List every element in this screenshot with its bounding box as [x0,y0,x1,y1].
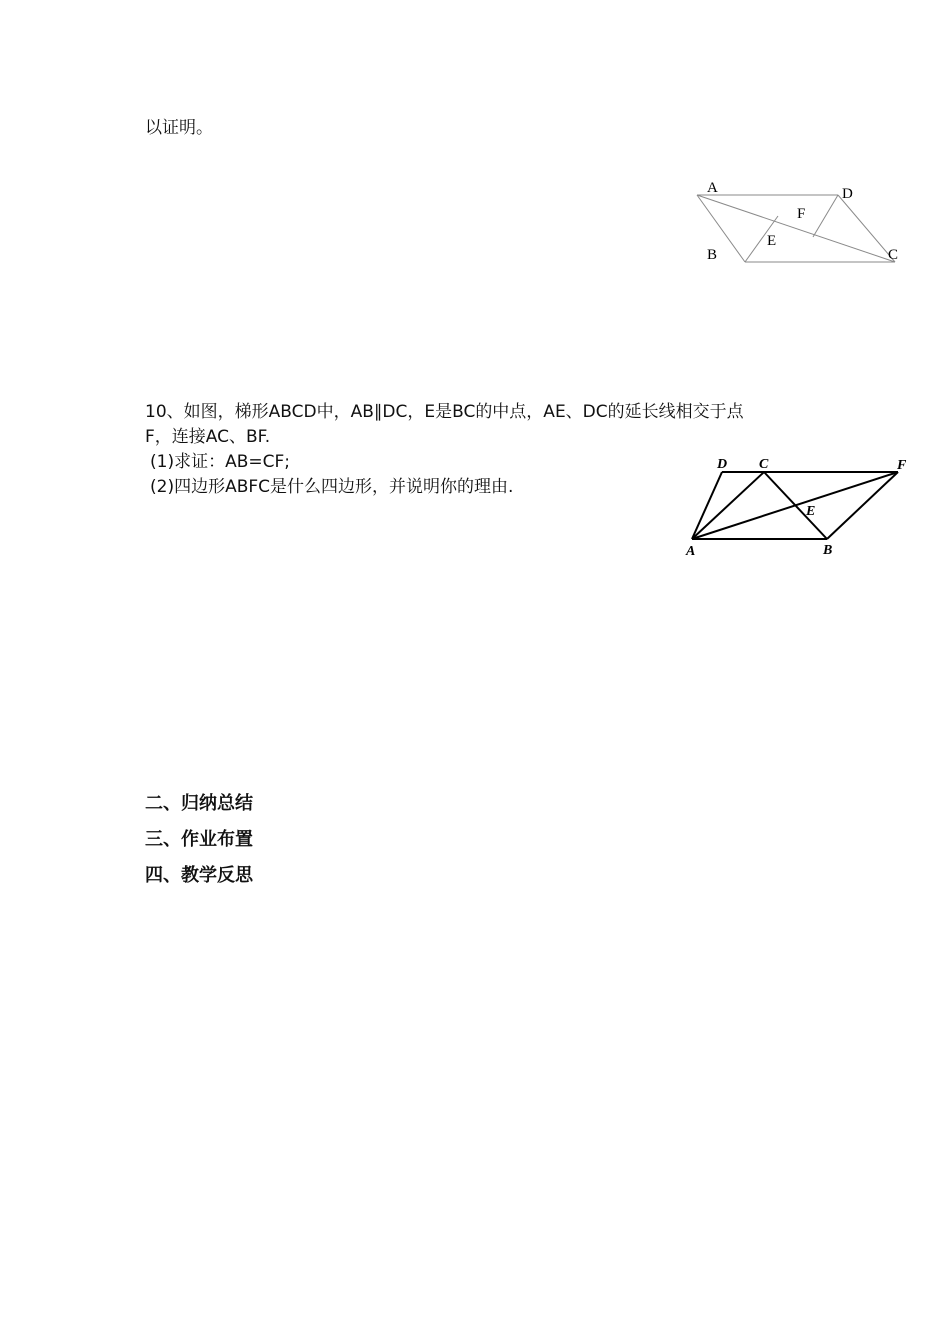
fig1-label-a: A [707,180,718,196]
fig1-label-f: F [797,206,806,222]
problem-10-line2: F，连接AC、BF. [145,427,271,447]
fig2-line-cb [764,472,827,539]
problem-10-line1: 10、如图，梯形ABCD中，AB∥DC，E是BC的中点，AE、DC的延长线相交于点 [145,402,744,422]
problem-10-question-1: (1)求证：AB=CF; [150,452,290,472]
fig2-line-ad [692,472,722,539]
fig1-label-e: E [767,233,777,249]
figure-1-parallelogram [690,175,920,275]
fig1-segment-df [813,195,838,237]
fig2-label-d: D [717,457,728,472]
fig1-label-b: B [707,247,718,263]
fig1-diagonal-ac [697,195,895,262]
fig2-label-a: A [686,544,696,559]
fig2-label-e: E [806,504,816,519]
problem-10-question-2: (2)四边形ABFC是什么四边形，并说明你的理由. [150,477,514,497]
section-summary-heading: 二、归纳总结 [145,793,253,814]
fig2-label-b: B [823,543,833,558]
fig2-line-bf [827,472,898,539]
section-homework-heading: 三、作业布置 [145,829,253,850]
fig1-label-d: D [842,186,853,202]
fig1-side-ab [697,195,745,262]
fig2-line-ac [692,472,764,539]
section-reflection-heading: 四、教学反思 [145,865,253,886]
fig2-label-c: C [759,457,769,472]
fig1-label-c: C [888,247,899,263]
top-text: 以证明。 [145,118,213,138]
figure-2-trapezoid [680,452,920,562]
fig2-label-f: F [897,458,907,473]
